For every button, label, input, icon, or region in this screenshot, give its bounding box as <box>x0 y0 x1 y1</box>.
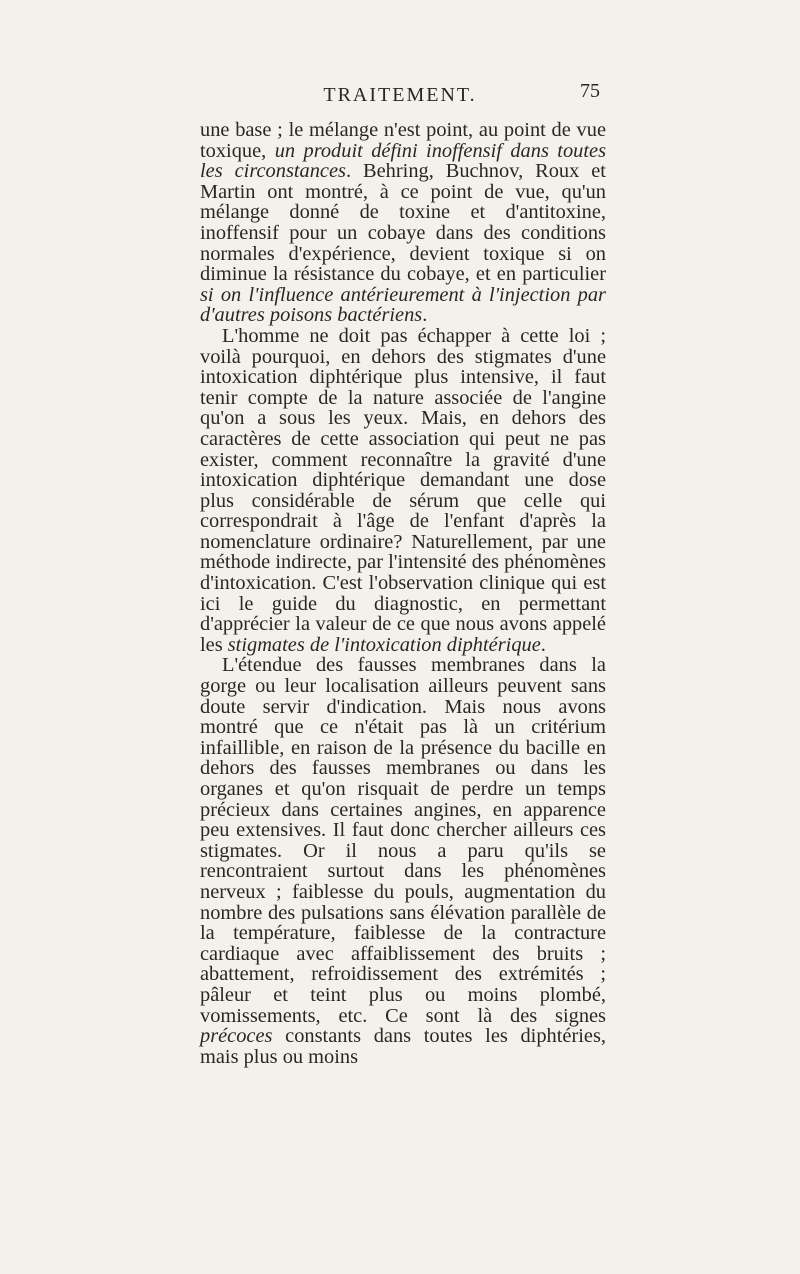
italic-text-run: stigmates de l'intoxication diphtérique <box>227 633 541 656</box>
running-title: TRAITEMENT. <box>323 84 477 106</box>
text-run: L'homme ne doit pas échapper à cette loi ; voilà pourquoi, en dehors des stigmates d'une intoxication diphtérique plus intensive, il faut tenir compte de la nature associée de l'angine qu'on a sous les yeux. Mais, en dehors des caractères de cette association qui peut ne pas exister, comment reconnaître la gravité d'une intoxication diphtérique demandant une dose plus considérable de sérum que celle qui correspondrait à l'âge de l'enfant d'après la nomenclature ordinaire? Naturellement, par une méthode indirecte, par l'intensité des phénomènes d'intoxication. C'est l'observation clinique qui est ici le guide du diagnostic, en permettant d'apprécier la valeur de ce que nous avons appelé les <box>200 324 606 656</box>
page-number: 75 <box>580 80 600 102</box>
paragraph <box>200 655 606 1067</box>
text-run: . <box>422 304 428 327</box>
paragraph <box>200 120 606 326</box>
text-run: L'étendue des fausses membranes dans la gorge ou leur localisation ailleurs peuvent sans doute servir d'indication. Mais nous avons montré que ce n'était pas là un critérium infaillible, en raison de la présence du bacille en dehors des fausses membranes ou dans les organes et qu'on risquait de perdre un temps précieux dans certaines angines, en apparence peu extensives. Il faut donc chercher ailleurs ces stigmates. Or il nous a paru qu'ils se rencontraient surtout dans les phénomènes nerveux ; faiblesse du pouls, augmentation du nombre des pulsations sans élévation parallèle de la température, faiblesse de la contracture cardiaque avec affaiblissement des bruits ; abattement, refroidissement des extrémités ; pâleur et teint plus ou moins plombé, vomissements, etc. Ce sont là des signes <box>200 654 606 1027</box>
text-run: . Behring, Buchnov, Roux et Martin ont montré, à ce point de vue, qu'un mélange donné de toxine et d'antitoxine, inoffensif pour un cobaye dans des conditions normales d'expérience, devient toxique si on diminue la résistance du cobaye, et en particulier <box>200 160 606 286</box>
italic-text-run: si on l'influence antérieurement à l'injection par d'autres poisons bactériens <box>200 283 606 327</box>
text-run: constants dans toutes les diphtéries, mais plus ou moins <box>200 1025 606 1068</box>
text-run: une base ; le mélange n'est point, au point de vue toxique, <box>200 119 606 162</box>
italic-text-run: un produit défini inoffensif dans toutes les circonstances <box>200 139 607 183</box>
paragraph <box>200 326 606 656</box>
body-text <box>200 120 606 1067</box>
text-run: . <box>540 633 546 656</box>
italic-text-run: précoces <box>200 1025 273 1048</box>
